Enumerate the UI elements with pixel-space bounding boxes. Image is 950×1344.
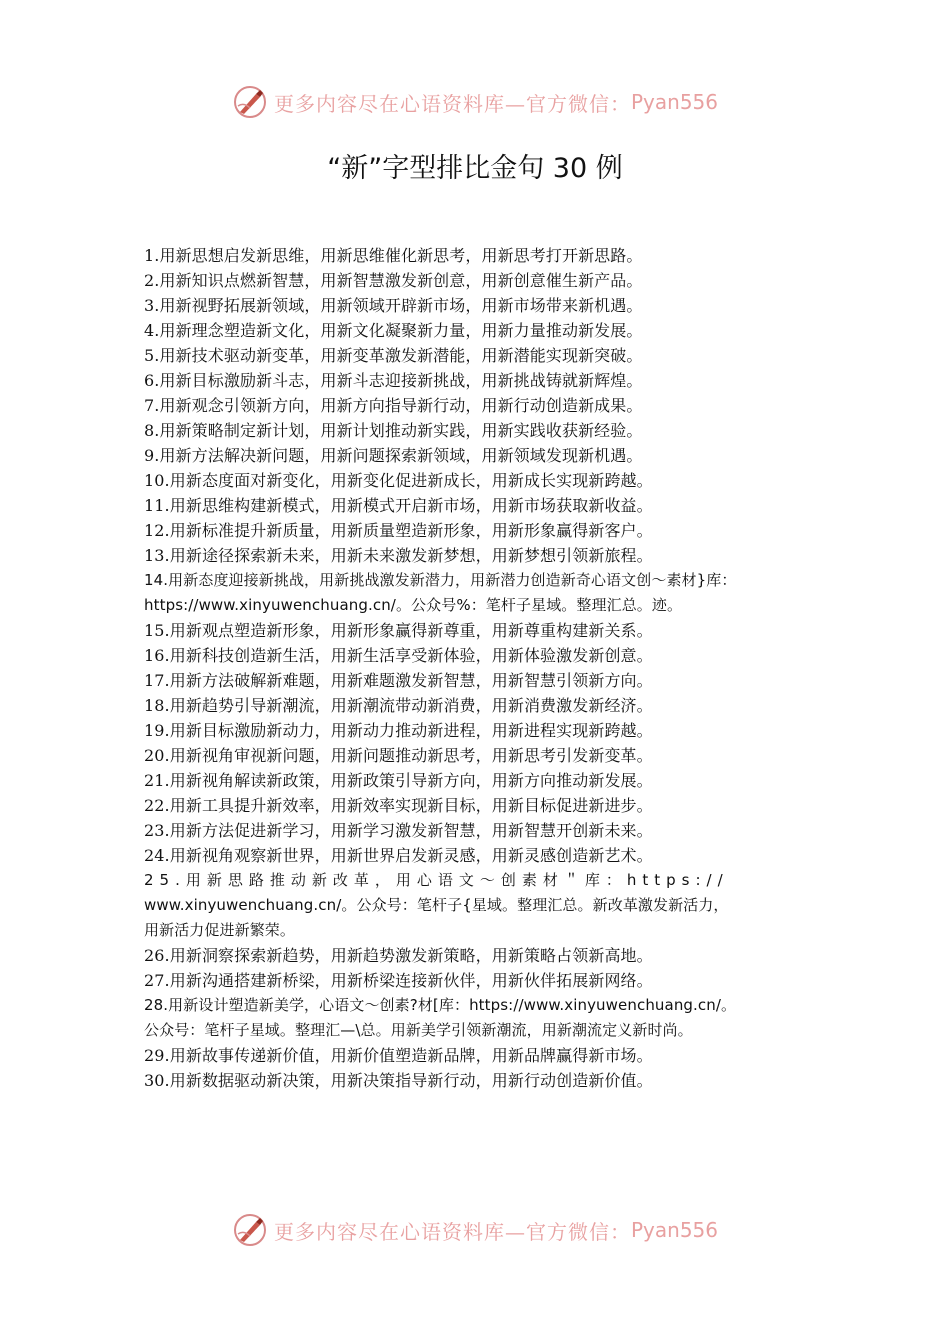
list-item: 28.用新设计塑造新美学，心语文～创素?材[库：https://www.xinyuwenchuang.cn/。 [144,996,737,1014]
list-item: 2.用新知识点燃新智慧，用新智慧激发新创意，用新创意催生新产品。 [144,271,643,290]
list-item: 29.用新故事传递新价值，用新价值塑造新品牌，用新品牌赢得新市场。 [144,1046,653,1065]
banner-text: 更多内容尽在心语资料库—官方微信： [273,91,631,116]
list-item: 7.用新观念引领新方向，用新方向指导新行动，用新行动创造新成果。 [144,396,643,415]
list-item: 21.用新视角解读新政策，用新政策引导新方向，用新方向推动新发展。 [144,771,653,790]
list-item-continuation: 公众号：笔杆子星域。整理汇—\总。用新美学引领新潮流，用新潮流定义新时尚。 [144,1021,693,1039]
brush-pen-logo-icon [232,84,268,120]
header-banner [0,82,950,122]
list-item: 19.用新目标激励新动力，用新动力推动新进程，用新进程实现新跨越。 [144,721,653,740]
list-item: 3.用新视野拓展新领域，用新领域开辟新市场，用新市场带来新机遇。 [144,296,643,315]
banner-wechat-id: Pyan556 [630,1218,718,1242]
list-item: 27.用新沟通搭建新桥梁，用新桥梁连接新伙伴，用新伙伴拓展新网络。 [144,971,653,990]
list-item: 4.用新理念塑造新文化，用新文化凝聚新力量，用新力量推动新发展。 [144,321,643,340]
list-item: 13.用新途径探索新未来，用新未来激发新梦想，用新梦想引领新旅程。 [144,546,653,565]
banner-text: 更多内容尽在心语资料库—官方微信： [273,1219,631,1244]
list-item: 15.用新观点塑造新形象，用新形象赢得新尊重，用新尊重构建新关系。 [144,621,653,640]
list-item: 9.用新方法解决新问题，用新问题探索新领域，用新领域发现新机遇。 [144,446,643,465]
list-item: 30.用新数据驱动新决策，用新决策指导新行动，用新行动创造新价值。 [144,1071,653,1090]
list-item: 12.用新标准提升新质量，用新质量塑造新形象，用新形象赢得新客户。 [144,521,653,540]
brush-pen-logo-icon [232,1212,268,1248]
list-item: 6.用新目标激励新斗志，用新斗志迎接新挑战，用新挑战铸就新辉煌。 [144,371,643,390]
list-item: 23.用新方法促进新学习，用新学习激发新智慧，用新智慧开创新未来。 [144,821,653,840]
list-item: 25.用新思路推动新改革，用心语文～创素材＂库：https:// [144,871,729,889]
list-item: 10.用新态度面对新变化，用新变化促进新成长，用新成长实现新跨越。 [144,471,653,490]
list-item-continuation: https://www.xinyuwenchuang.cn/。公众号%：笔杆子星域。整理汇总。迹。 [144,596,683,614]
list-item: 18.用新趋势引导新潮流，用新潮流带动新消费，用新消费激发新经济。 [144,696,653,715]
list-item: 26.用新洞察探索新趋势，用新趋势激发新策略，用新策略占领新高地。 [144,946,653,965]
document-body [144,243,806,1093]
list-item-continuation: www.xinyuwenchuang.cn/。公众号：笔杆子{星域。整理汇总。新改革激发新活力， [144,896,729,914]
list-item: 5.用新技术驱动新变革，用新变革激发新潜能，用新潜能实现新突破。 [144,346,643,365]
document-title: “新”字型排比金句 30 例 [327,153,623,184]
list-item-continuation: 用新活力促进新繁荣。 [144,921,296,939]
footer-banner [0,1210,950,1250]
list-item: 11.用新思维构建新模式，用新模式开启新市场，用新市场获取新收益。 [144,496,653,515]
banner-wechat-id: Pyan556 [630,90,718,114]
list-item: 22.用新工具提升新效率，用新效率实现新目标，用新目标促进新进步。 [144,796,653,815]
list-item: 16.用新科技创造新生活，用新生活享受新体验，用新体验激发新创意。 [144,646,653,665]
list-item: 1.用新思想启发新思维，用新思维催化新思考，用新思考打开新思路。 [144,246,643,265]
list-item: 17.用新方法破解新难题，用新难题激发新智慧，用新智慧引领新方向。 [144,671,653,690]
list-item: 20.用新视角审视新问题，用新问题推动新思考，用新思考引发新变革。 [144,746,653,765]
list-item: 24.用新视角观察新世界，用新世界启发新灵感，用新灵感创造新艺术。 [144,846,653,865]
list-item: 14.用新态度迎接新挑战，用新挑战激发新潜力，用新潜力创造新奇心语文创～素材}库： [144,571,737,589]
list-item: 8.用新策略制定新计划，用新计划推动新实践，用新实践收获新经验。 [144,421,643,440]
